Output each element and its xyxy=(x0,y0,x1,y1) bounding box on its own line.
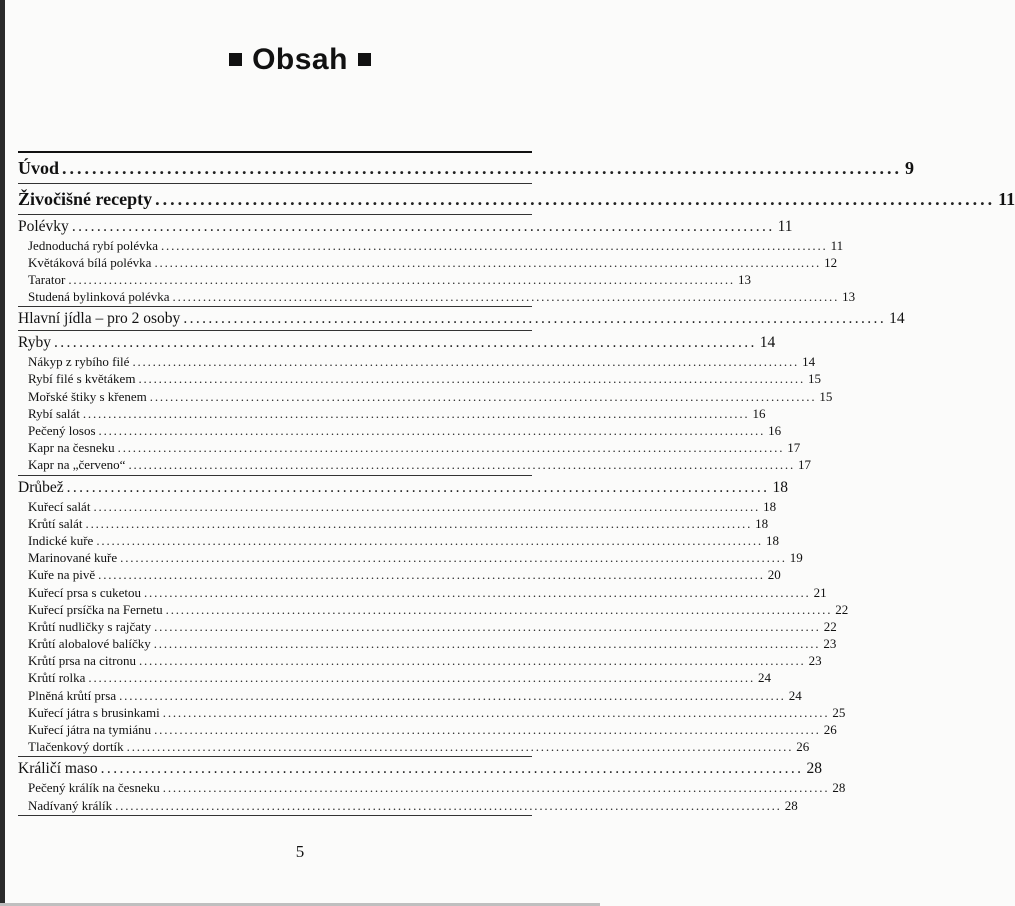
toc-subentry-page: 28 xyxy=(784,797,798,813)
toc-subentry-label: Mořské štiky s křenem xyxy=(28,388,147,404)
toc-entry-polevky[interactable] xyxy=(18,217,793,237)
dot-leader: .................................................................................................................................... xyxy=(154,722,821,737)
dot-leader: .................................................................................................................................... xyxy=(165,601,833,617)
toc-subentry[interactable] xyxy=(18,584,827,601)
toc-subentry-page: 17 xyxy=(798,457,812,473)
toc-subentry-page: 15 xyxy=(819,388,833,404)
toc-entry-page: 11 xyxy=(777,217,793,235)
toc-subentry[interactable] xyxy=(18,669,772,686)
divider xyxy=(18,756,532,757)
toc-subentry[interactable] xyxy=(18,271,751,288)
toc-subentry-label: Krůtí prsa na citronu xyxy=(28,653,136,669)
dot-leader: ................................................................................................................ xyxy=(100,760,804,778)
toc-subentry-page: 20 xyxy=(767,567,781,583)
dot-leader: .................................................................................................................................... xyxy=(144,584,811,600)
dot-leader: ................................................................................................................ xyxy=(155,188,996,209)
toc-entry-label: Králičí maso xyxy=(18,760,98,778)
toc-subentry-page: 28 xyxy=(832,780,846,796)
square-bullet-icon xyxy=(229,53,242,66)
toc-subentry[interactable] xyxy=(18,353,816,370)
toc-subentry-label: Kuřecí prsa s cuketou xyxy=(28,584,141,600)
divider xyxy=(18,475,532,476)
toc-subentry[interactable] xyxy=(18,687,802,704)
toc-subentry-label: Nákyp z rybího filé xyxy=(28,354,130,370)
dot-leader: ................................................................................................................ xyxy=(53,334,757,352)
toc-subentry[interactable] xyxy=(18,288,856,305)
toc-subentry-label: Indické kuře xyxy=(28,532,94,548)
toc-subentry[interactable] xyxy=(18,439,801,456)
toc-subentry-page: 15 xyxy=(808,371,822,387)
toc-subentry-page: 13 xyxy=(842,289,856,305)
toc-subentry-label: Pečený králík na česneku xyxy=(28,780,160,796)
dot-leader: ................................................................................................................ xyxy=(62,157,903,178)
toc-subentry[interactable] xyxy=(18,721,837,738)
dot-leader: .................................................................................................................................... xyxy=(162,780,830,796)
square-bullet-icon xyxy=(358,53,371,66)
toc-subentry-label: Kuřecí prsíčka na Fernetu xyxy=(28,601,163,617)
toc-subentry-label: Rybí salát xyxy=(28,405,80,421)
toc-subentry-page: 18 xyxy=(765,532,779,548)
toc-subentry-label: Tarator xyxy=(28,271,66,287)
toc-subentry-label: Kapr na česneku xyxy=(28,440,115,456)
dot-leader: .................................................................................................................................... xyxy=(138,653,806,669)
toc-subentry-label: Krůtí alobalové balíčky xyxy=(28,636,151,652)
toc-subentry-label: Studená bylinková polévka xyxy=(28,289,170,305)
toc-subentry[interactable] xyxy=(18,779,846,796)
dot-leader: .................................................................................................................................... xyxy=(115,797,782,813)
toc-subentry-label: Kuře na pivě xyxy=(28,567,96,583)
toc-subentry-page: 18 xyxy=(763,498,777,514)
toc-entry-label: Polévky xyxy=(18,217,69,235)
toc-subentry-page: 23 xyxy=(808,653,822,669)
dot-leader: .................................................................................................................................... xyxy=(93,498,761,514)
dot-leader: .................................................................................................................................... xyxy=(128,457,796,473)
toc-subentry-label: Marinované kuře xyxy=(28,550,118,566)
toc-subentry-page: 26 xyxy=(823,722,837,737)
page-edge-shadow xyxy=(0,0,5,906)
divider xyxy=(18,306,532,307)
toc-subentry[interactable] xyxy=(18,370,822,387)
toc-subentry[interactable] xyxy=(18,652,822,669)
toc-subentry-label: Krůtí rolka xyxy=(28,670,86,686)
dot-leader: .................................................................................................................................... xyxy=(154,254,822,270)
toc-subentry-page: 17 xyxy=(787,440,801,456)
dot-leader: .................................................................................................................................... xyxy=(120,550,787,566)
toc-entry-kralici-maso[interactable] xyxy=(18,759,822,779)
divider xyxy=(18,330,532,331)
toc-subentry-page: 11 xyxy=(830,237,844,253)
dot-leader: ................................................................................................................ xyxy=(183,310,887,328)
toc-subentry-page: 24 xyxy=(758,670,772,686)
toc-subentry-page: 26 xyxy=(796,739,810,755)
toc-subentry[interactable] xyxy=(18,601,849,618)
toc-entry-page: 28 xyxy=(806,760,822,778)
toc-subentry-label: Pečený losos xyxy=(28,423,96,438)
toc-subentry[interactable] xyxy=(18,498,777,515)
dot-leader: .................................................................................................................................... xyxy=(160,237,828,253)
toc-subentry[interactable] xyxy=(18,532,779,549)
dot-leader: .................................................................................................................................... xyxy=(88,670,756,686)
toc-subentry-page: 21 xyxy=(813,584,827,600)
toc-subentry-label: Rybí filé s květákem xyxy=(28,371,136,387)
dot-leader: ................................................................................................................ xyxy=(71,217,775,235)
toc-subentry-page: 13 xyxy=(737,271,751,287)
toc-subentry[interactable] xyxy=(18,704,846,721)
toc-entry-label: Živočišné recepty xyxy=(18,188,153,209)
toc-subentry[interactable] xyxy=(18,456,812,473)
toc-entry-label: Ryby xyxy=(18,334,51,352)
toc-subentry-label: Tlačenkový dortík xyxy=(28,739,124,755)
dot-leader: .................................................................................................................................... xyxy=(153,636,821,652)
toc-subentry[interactable] xyxy=(18,405,766,422)
toc-subentry[interactable] xyxy=(18,254,838,271)
divider xyxy=(18,183,532,184)
toc-subentry-page: 18 xyxy=(755,515,769,531)
toc-subentry-page: 25 xyxy=(832,704,846,720)
toc-subentry[interactable] xyxy=(18,635,837,652)
toc-subentry[interactable] xyxy=(18,566,781,583)
page-title-text: Obsah xyxy=(252,43,348,76)
page-title xyxy=(0,40,600,80)
toc-entry-hlavni-jidla[interactable] xyxy=(18,309,905,329)
toc-subentry[interactable] xyxy=(18,422,782,439)
toc-subentry-label: Kuřecí játra s brusinkami xyxy=(28,704,160,720)
dot-leader: .................................................................................................................................... xyxy=(68,271,735,287)
dot-leader: .................................................................................................................................... xyxy=(132,354,800,370)
toc-entry-page: 14 xyxy=(889,310,905,328)
dot-leader: .................................................................................................................................... xyxy=(138,371,806,387)
toc-subentry[interactable] xyxy=(18,515,769,532)
toc-entry-page: 11 xyxy=(998,188,1015,209)
toc-subentry[interactable] xyxy=(18,738,810,755)
dot-leader: .................................................................................................................................... xyxy=(154,618,821,634)
dot-leader: .................................................................................................................................... xyxy=(172,289,840,305)
toc-subentry-label: Kuřecí játra na tymiánu xyxy=(28,722,152,737)
toc-subentry-label: Jednoduchá rybí polévka xyxy=(28,237,158,253)
toc-subentry-label: Kuřecí salát xyxy=(28,498,91,514)
toc-subentry-label: Květáková bílá polévka xyxy=(28,254,152,270)
toc-subentry-label: Nadívaný králík xyxy=(28,797,113,813)
toc-entry-drubez[interactable] xyxy=(18,478,788,498)
dot-leader: ................................................................................................................ xyxy=(66,478,770,496)
dot-leader: .................................................................................................................................... xyxy=(98,567,765,583)
toc-subentry[interactable] xyxy=(18,618,837,635)
divider xyxy=(18,214,532,215)
toc-entry-page: 18 xyxy=(772,478,788,496)
toc-entry-label: Hlavní jídla – pro 2 osoby xyxy=(18,310,181,328)
toc-subentry-page: 24 xyxy=(788,687,802,703)
dot-leader: .................................................................................................................................... xyxy=(98,423,766,438)
dot-leader: .................................................................................................................................... xyxy=(85,515,753,531)
toc-entry-ryby[interactable] xyxy=(18,333,776,353)
toc-entry-uvod[interactable] xyxy=(18,155,915,182)
toc-entry-page: 14 xyxy=(759,334,776,352)
toc-subentry-page: 16 xyxy=(768,423,782,438)
toc-subentry-page: 22 xyxy=(823,618,837,634)
toc-subentry-label: Krůtí nudličky s rajčaty xyxy=(28,618,152,634)
dot-leader: .................................................................................................................................... xyxy=(149,388,817,404)
page-number: 5 xyxy=(295,842,305,861)
divider xyxy=(18,151,532,153)
dot-leader: .................................................................................................................................... xyxy=(82,405,750,421)
toc-entry-label: Úvod xyxy=(18,157,60,178)
toc-subentry-page: 19 xyxy=(789,550,803,566)
toc-subentry-label: Kapr na „červeno“ xyxy=(28,457,126,473)
toc-subentry-page: 14 xyxy=(802,354,816,370)
toc-subentry[interactable] xyxy=(18,237,844,254)
toc-subentry[interactable] xyxy=(18,388,833,405)
dot-leader: .................................................................................................................................... xyxy=(96,532,763,548)
dot-leader: .................................................................................................................................... xyxy=(162,704,830,720)
toc-subentry-page: 23 xyxy=(823,636,837,652)
dot-leader: .................................................................................................................................... xyxy=(119,687,786,703)
dot-leader: .................................................................................................................................... xyxy=(117,440,785,456)
table-of-contents xyxy=(18,150,1015,818)
toc-entry-label: Drůbež xyxy=(18,478,64,496)
toc-subentry-page: 12 xyxy=(824,254,838,270)
toc-entry-zivocisne-recepty[interactable] xyxy=(18,186,1015,213)
toc-subentry[interactable] xyxy=(18,549,803,566)
dot-leader: .................................................................................................................................... xyxy=(126,739,794,755)
toc-subentry[interactable] xyxy=(18,797,798,814)
toc-subentry-label: Krůtí salát xyxy=(28,515,83,531)
toc-entry-page: 9 xyxy=(905,157,915,178)
toc-subentry-page: 22 xyxy=(835,601,849,617)
toc-subentry-label: Plněná krůtí prsa xyxy=(28,687,117,703)
toc-subentry-page: 16 xyxy=(752,405,766,421)
divider xyxy=(18,815,532,816)
